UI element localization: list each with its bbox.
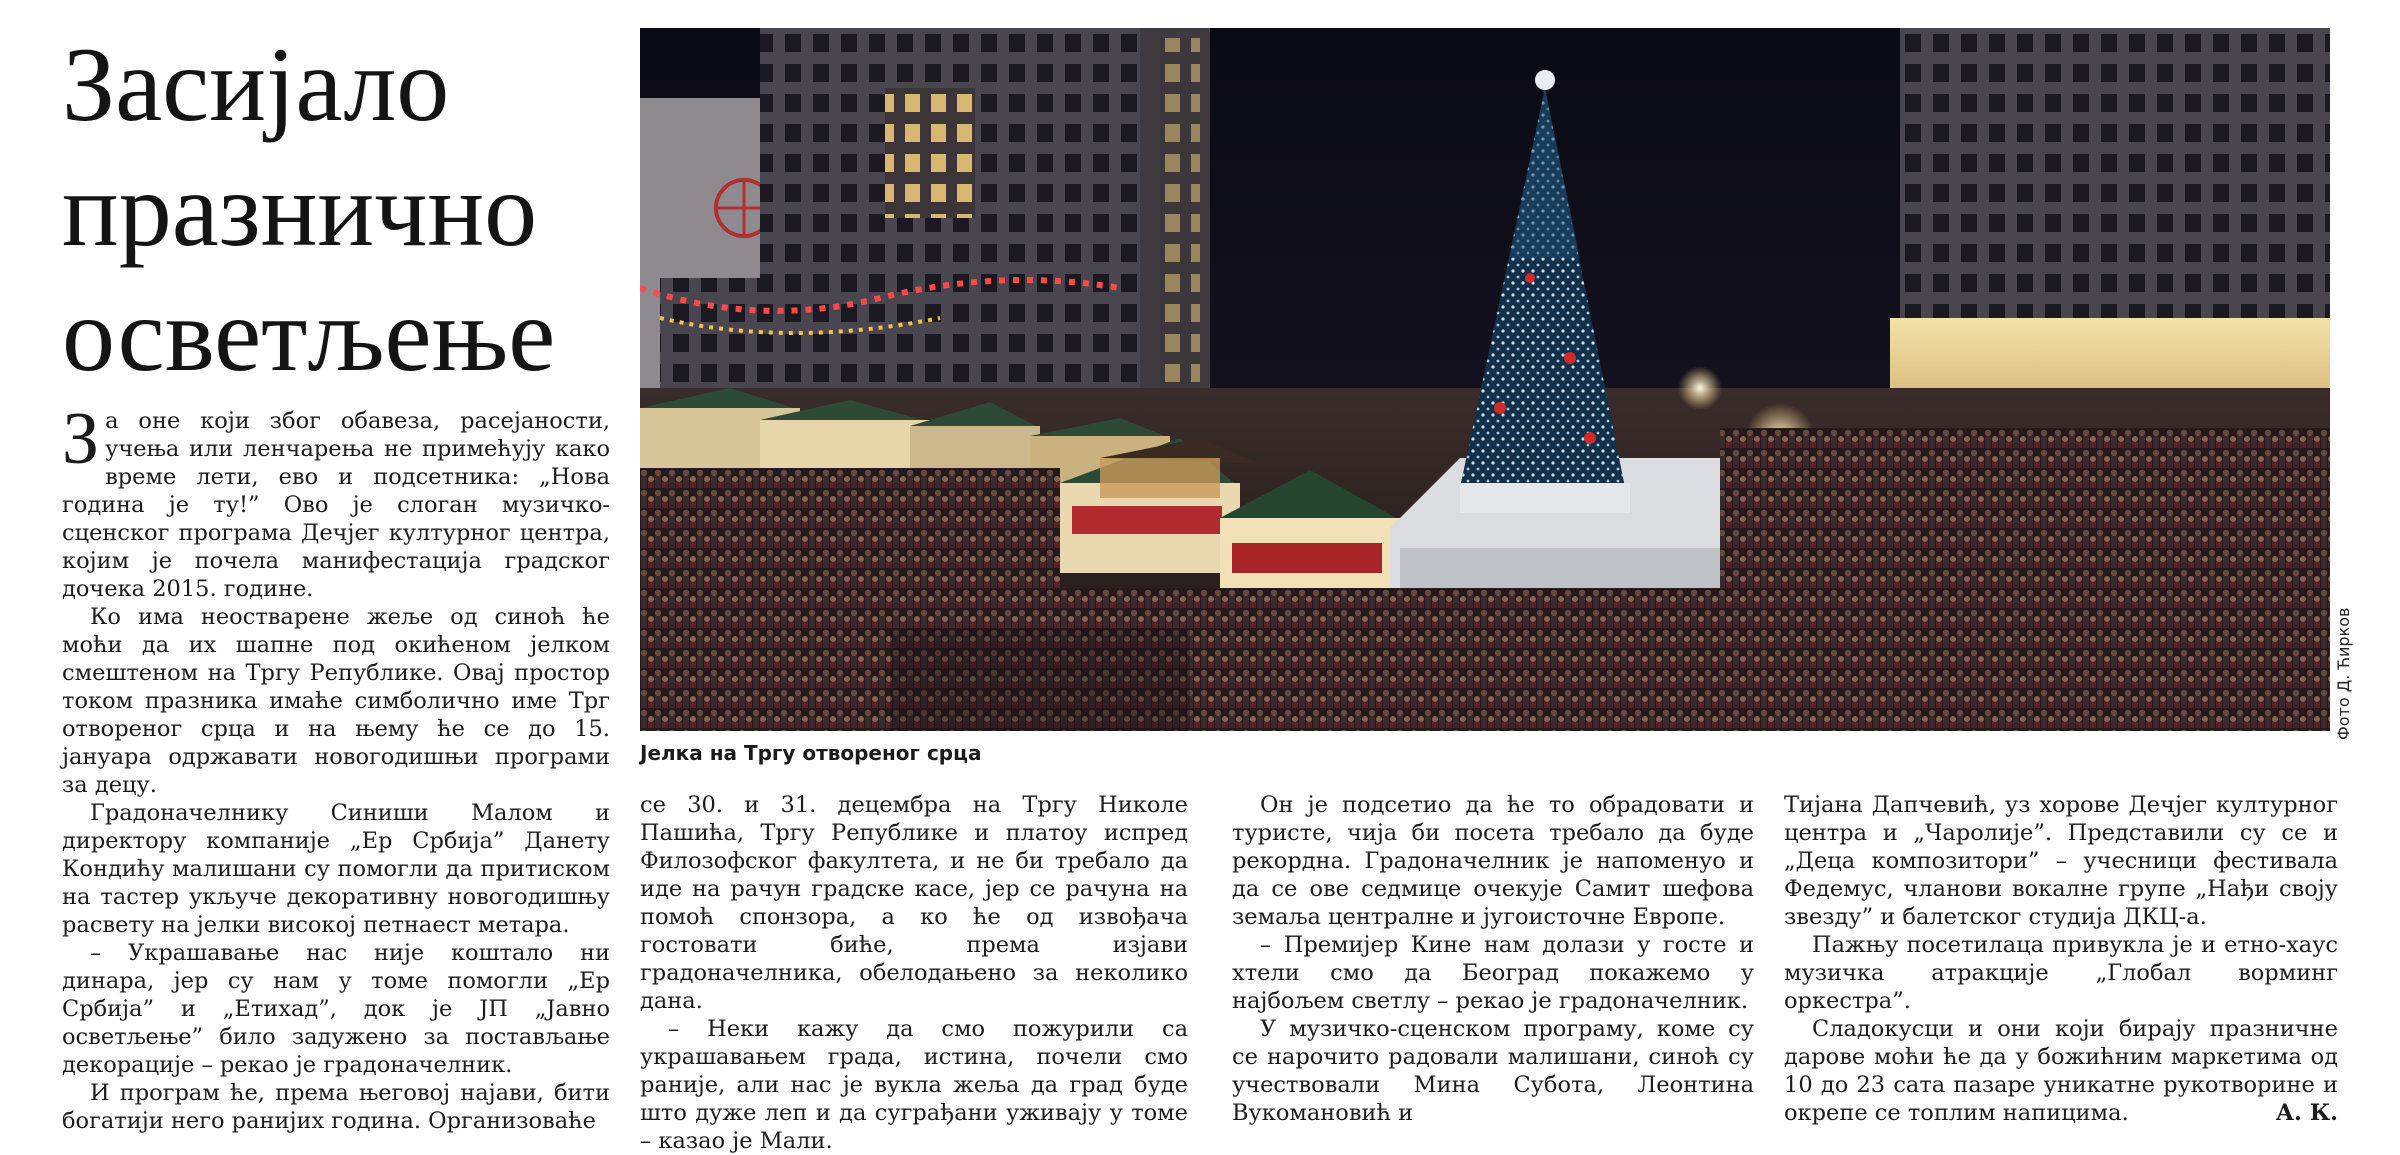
dropcap: З [62, 398, 100, 480]
article-paragraph: – Украшавање нас није коштало ни динара, јер су нам у томе помогли „Ер Србија” и „Етихад”, док је ЈП „Јавно осветљење” било задужено за постављање декорације – рекао је градоначелник. [62, 940, 610, 1078]
article-paragraph: Тијана Дапчевић, уз хорове Дечјег културног центра и „Чаролије”. Представили су се и „Деца композитори” – учесници фестивала Федемус, чланови вокалне групе „Нађи своју звезду” и балетског студија ДКЦ-а. [1784, 792, 2338, 930]
article-paragraph: Градоначелнику Синиши Малом и директору компаније „Ер Србија” Данету Кондићу малишани су помогли да притиском на тастер укључе декоративну новогодишњу расвету на јелки високој петнаест метара. [62, 800, 610, 938]
article-paragraph: се 30. и 31. децембра на Тргу Николе Пашића, Тргу Републике и платоу испред Филозофског факултета, и не би требало да иде на рачун градске касе, јер се рачуна на помоћ спонзора, а ко ће од извођача гостовати биће, према изјави градоначелника, обелодањено за неколико дана. [640, 792, 1188, 1014]
article-column-3 [1232, 791, 1754, 1127]
article-column-4 [1784, 791, 2338, 1127]
article-column-2 [640, 791, 1188, 1155]
article-paragraph: Ко има неостварене жеље од синоћ ће моћи да их шапне под окићеном јелком смештеном на Тргу Републике. Овај простор током празника имаће симболично име Трг отвореног срца и на њему ће се до 15. јануара одржавати новогодишњи програми за децу. [62, 604, 610, 798]
article-paragraph: Сладокусци и они који бирају празничне дарове моћи ће да у божићним маркетима од 10 до 23 сата пазаре уникатне рукотворине и окрепе се топлим напицима. А. К. [1784, 1016, 2338, 1126]
headline: Засијало празнично осветљење [62, 26, 556, 393]
news-photo [640, 28, 2330, 731]
article-paragraph: – Премијер Кине нам долази у госте и хтели смо да Београд покажемо у најбољем светлу – рекао је градоначелник. [1232, 932, 1754, 1014]
article-paragraph: – Неки кажу да смо пожурили са украшавањем града, истина, почели смо раније, али нас је вукла жеља да град буде што дуже леп и да суграђани уживају у томе – казао је Мали. [640, 1016, 1188, 1154]
article-paragraph: И програм ће, према његовој најави, бити богатији него ранијих година. Организоваће [62, 1080, 610, 1134]
article-paragraph: За оне који због обавеза, расејаности, учења или ленчарења не примећују како време лети, ево и подсетника: „Нова година је ту!” Ово је слоган музичко-сценског програма Дечјег културног центра, којим је почела манифестација градског дочека 2015. године. [62, 398, 610, 602]
photo-caption: Јелка на Тргу отвореног срца [640, 741, 982, 765]
author-signature: А. К. [2275, 1100, 2338, 1126]
article-paragraph: Пажњу посетилаца привукла је и етно-хаус музичка атракције „Глобал ворминг оркестра”. [1784, 932, 2338, 1014]
article-column-1 [62, 398, 610, 1135]
article-paragraph: Он је подсетио да ће то обрадовати и туристе, чија би посета требало да буде рекордна. Градоначелник је напоменуо и да се ове седмице очекује Самит шефова земаља централне и југоисточне Европе. [1232, 792, 1754, 930]
photo-credit: Фото Д. Ћирков [2334, 607, 2353, 740]
article-paragraph: У музичко-сценском програму, коме су се нарочито радовали малишани, синоћ су учествовали Мина Субота, Леонтина Вукомановић и [1232, 1016, 1754, 1126]
